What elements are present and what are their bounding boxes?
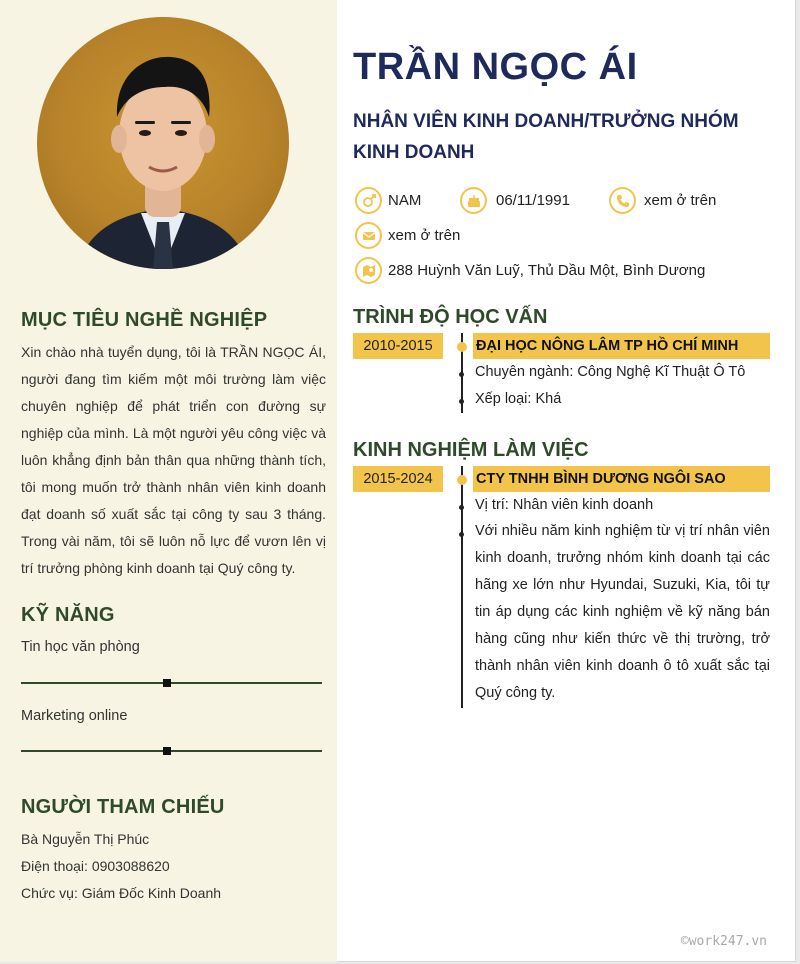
- education-major: Chuyên ngành: Công Nghệ Kĩ Thuật Ô Tô: [475, 364, 746, 380]
- education-grade: Xếp loại: Khá: [475, 391, 562, 407]
- email-icon: [355, 222, 382, 249]
- reference-phone: Điện thoại: 0903088620: [21, 858, 170, 874]
- references-heading: NGƯỜI THAM CHIẾU: [21, 796, 225, 818]
- skill-bar: [21, 750, 322, 752]
- skill-bar: [21, 682, 322, 684]
- timeline-dot: [457, 475, 467, 485]
- bullet-icon: [459, 505, 464, 510]
- avatar: [37, 17, 289, 269]
- address-value: 288 Huỳnh Văn Luỹ, Thủ Dầu Một, Bình Dương: [388, 262, 706, 279]
- watermark: ©work247.vn: [680, 934, 767, 949]
- experience-heading: KINH NGHIỆM LÀM VIỆC: [353, 439, 589, 461]
- sidebar: [0, 0, 337, 962]
- address-info: [355, 257, 705, 284]
- reference-position: Chức vụ: Giám Đốc Kinh Doanh: [21, 885, 222, 901]
- portrait-photo: [37, 17, 289, 269]
- bullet-icon: [459, 532, 464, 537]
- candidate-name: TRẦN NGỌC ÁI: [353, 46, 638, 88]
- phone-value: xem ở trên: [644, 192, 717, 209]
- gender-value: NAM: [388, 192, 422, 209]
- timeline-dot: [457, 342, 467, 352]
- experience-timeline: [461, 466, 463, 708]
- birthday-info: [460, 187, 570, 214]
- map-location-icon: [355, 257, 382, 284]
- email-info: [355, 222, 460, 249]
- birthday-cake-icon: [460, 187, 487, 214]
- objective-text: Xin chào nhà tuyển dụng, tôi là TRẦN NGỌC ÁI, người đang tìm kiếm một môi trường làm việc chuyên nghiệp để phát triển con đường sự nghiệp của mình. Là một người yêu công việc và luôn khẳng định bản thân qua những thành tích, tôi mong muốn trở thành nhân viên kinh doanh đạt doanh số xuất sắc tại công ty sau 3 tháng. Trong vài năm, tôi sẽ luôn nỗ lực để vươn lên vị trí trưởng phòng kinh doanh tại Quý công ty.: [21, 344, 326, 576]
- birthday-value: 06/11/1991: [496, 192, 570, 209]
- objective-heading: MỤC TIÊU NGHỀ NGHIỆP: [21, 309, 268, 331]
- education-period: 2010-2015: [353, 333, 443, 359]
- skill-level-marker: [163, 747, 171, 755]
- gender-info: [355, 187, 421, 214]
- skill-level-marker: [163, 679, 171, 687]
- gender-icon: [355, 187, 382, 214]
- main-content: [337, 0, 796, 962]
- email-value: xem ở trên: [388, 227, 461, 244]
- experience-description: Với nhiều năm kinh nghiệm từ vị trí nhân viên kinh doanh, trưởng nhóm kinh doanh tại các hãng xe lớn như Hyundai, Suzuki, Kia, tôi tự tin áp dụng các kinh nghiệm về kỹ năng bán hàng cũng như kiến thức về thị trường, trở thành nhân viên kinh doanh ô tô xuất sắc tại Quý công ty.: [475, 523, 770, 701]
- experience-position: Vị trí: Nhân viên kinh doanh: [475, 497, 654, 513]
- phone-info: [609, 187, 716, 214]
- job-title: NHÂN VIÊN KINH DOANH/TRƯỞNG NHÓM KINH DOANH: [353, 111, 739, 163]
- skill-label: Tin học văn phòng: [21, 639, 140, 655]
- skills-heading: KỸ NĂNG: [21, 604, 115, 626]
- company-name: CTY TNHH BÌNH DƯƠNG NGÔI SAO: [473, 466, 770, 492]
- education-heading: TRÌNH ĐỘ HỌC VẤN: [353, 306, 548, 328]
- experience-period: 2015-2024: [353, 466, 443, 492]
- bullet-icon: [459, 372, 464, 377]
- bullet-icon: [459, 399, 464, 404]
- school-name: ĐẠI HỌC NÔNG LÂM TP HỒ CHÍ MINH: [473, 333, 770, 359]
- skill-label: Marketing online: [21, 708, 128, 724]
- reference-name: Bà Nguyễn Thị Phúc: [21, 831, 150, 847]
- phone-icon: [609, 187, 636, 214]
